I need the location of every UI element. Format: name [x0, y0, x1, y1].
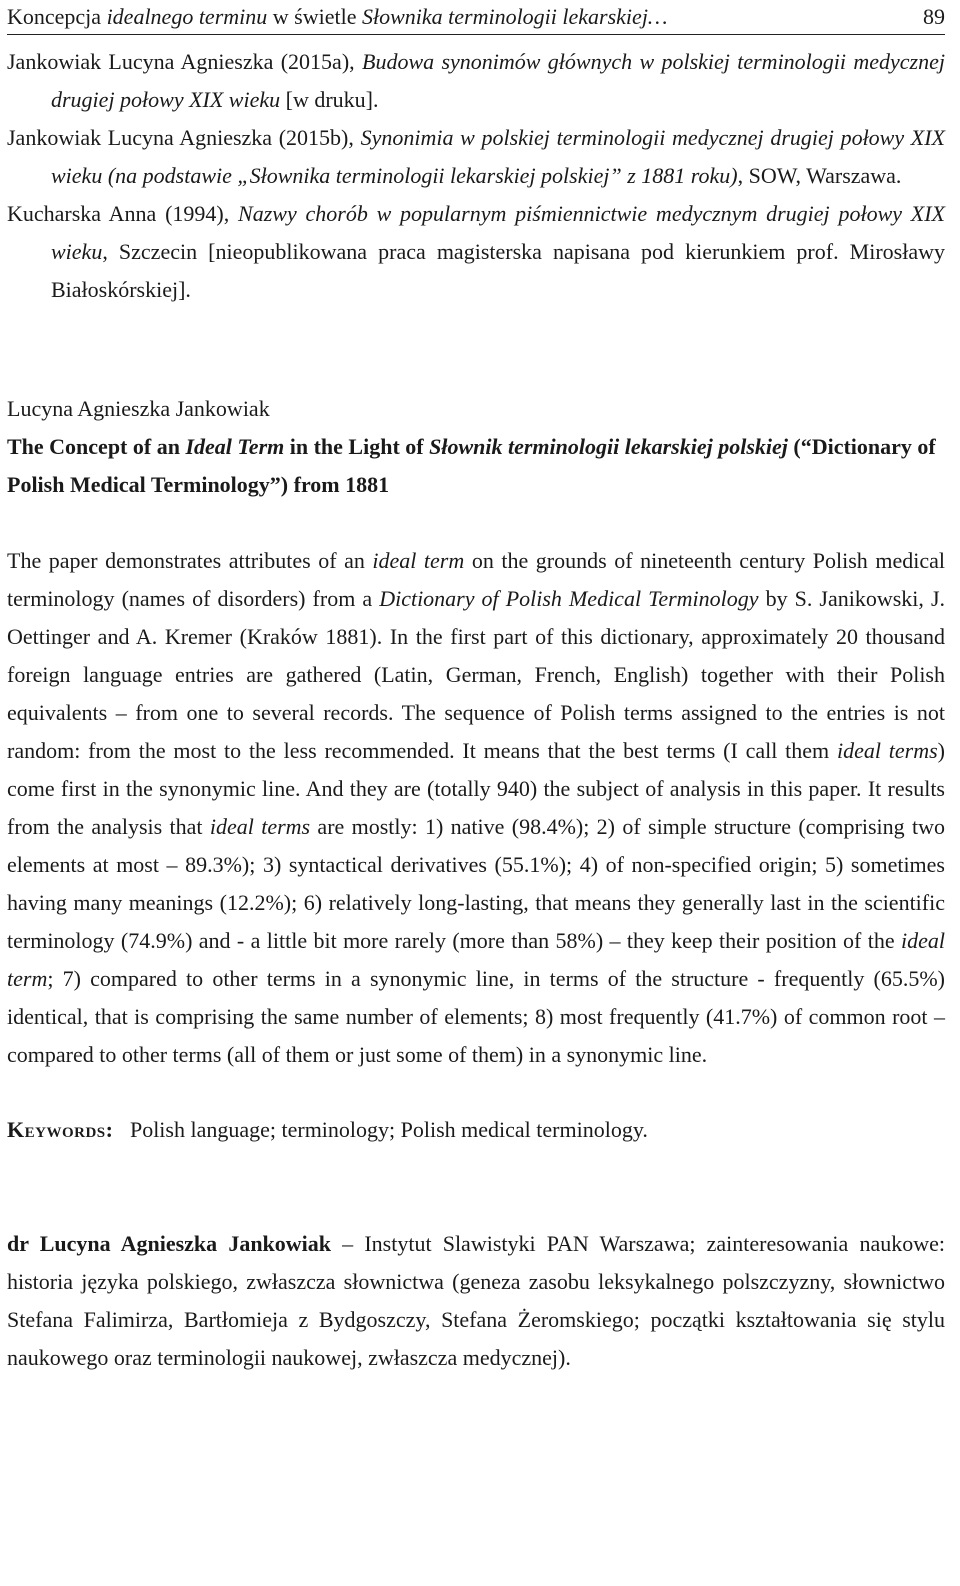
- abstract: The paper demonstrates attributes of an ideal term on the grounds of nineteenth century Polish medical terminology (names of disorders) from a Dictionary of Polish Medical Terminology by S. Janikowski, J. Oettinger and A. Kremer (Kraków 1881). In the first part of this dictionary, approximately 20 thousand foreign language entries are gathered (Latin, German, French, English) together with their Polish equivalents – from one to several records. The sequence of Polish terms assigned to the entries is not random: from the most to the less recommended. It means that the best terms (I call them ideal terms) come first in the synonymic line. And they are (totally 940) the subject of analysis in this paper. It results from the analysis that ideal terms are mostly: 1) native (98.4%); 2) of simple structure (comprising two elements at most – 89.3%); 3) syntactical derivatives (55.1%); 4) of non-specified origin; 5) sometimes having many meanings (12.2%); 6) relatively long-lasting, that means they generally last in the scientific terminology (74.9%) and - a little bit more rarely (more than 58%) – they keep their position of the ideal term; 7) compared to other terms in a synonymic line, in terms of the structure - frequently (65.5%) identical, that is comprising the same number of elements; 8) most frequently (41.7%) of common root – compared to other terms (all of them or just some of them) in a synonymic line.: [7, 548, 946, 1067]
- reference-item: Jankowiak Lucyna Agnieszka (2015b), Synonimia w polskiej terminologii medycznej drugiej połowy XIX wieku (na podstawie „Słownika terminologii lekarskiej polskiej” z 1881 roku), SOW, Warszawa.: [7, 125, 945, 188]
- page: [7, 0, 945, 1377]
- reference-item: Jankowiak Lucyna Agnieszka (2015a), Budowa synonimów głównych w polskiej terminologii medycznej drugiej połowy XIX wieku [w druku].: [7, 49, 945, 112]
- running-head-title: Koncepcja idealnego terminu w świetle Słownika terminologii lekarskiej…: [7, 4, 668, 29]
- references-list: [7, 43, 945, 309]
- keywords-text: Polish language; terminology; Polish medical terminology.: [129, 1117, 648, 1142]
- bio-name: dr Lucyna Agnieszka Jankowiak: [7, 1231, 332, 1256]
- bio-text: – Instytut Slawistyki PAN Warszawa; zainteresowania naukowe: historia języka polskiego, zwłaszcza słownictwa (geneza zasobu leksykalnego polszczyzny, słownictwo Stefana Falimirza, Bartłomieja z Bydgoszczy, Stefana Żeromskiego; początki kształtowania się stylu naukowego oraz terminologii naukowej, zwłaszcza medycznej).: [7, 1231, 945, 1370]
- page-number: 89: [923, 4, 945, 29]
- article-author: Lucyna Agnieszka Jankowiak: [7, 396, 270, 421]
- reference-item: Kucharska Anna (1994), Nazwy chorób w popularnym piśmiennictwie medycznym drugiej połowy XIX wieku, Szczecin [nieopublikowana praca magisterska napisana pod kierunkiem prof. Mirosławy Białoskórskiej].: [7, 201, 945, 302]
- keywords: [7, 1111, 945, 1149]
- keywords-label: Keywords:: [7, 1117, 114, 1142]
- running-head: [7, 0, 945, 35]
- author-bio: [7, 1225, 945, 1377]
- article-title: The Concept of an Ideal Term in the Light of Słownik terminologii lekarskiej polskiej (“Dictionary of Polish Medical Terminology”) from 1881: [7, 434, 936, 497]
